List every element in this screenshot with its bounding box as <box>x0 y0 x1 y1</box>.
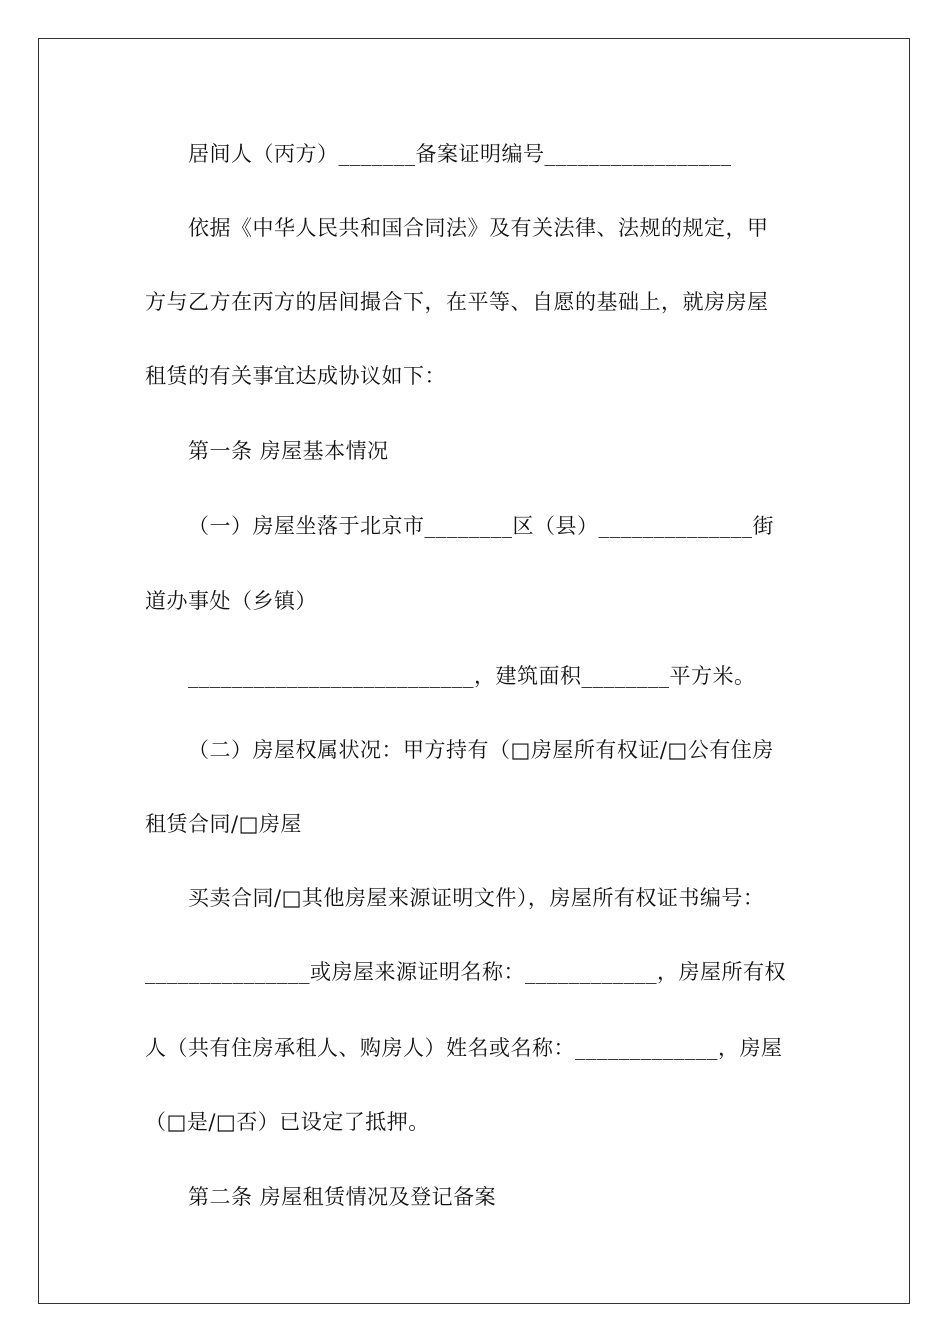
legal-basis-line-2: 方与乙方在丙方的居间撮合下，在平等、自愿的基础上，就房房屋 <box>145 290 769 314</box>
ownership-line-5: 人（共有住房承租人、购房人）姓名或名称：_____________，房屋 <box>145 1036 783 1060</box>
article-2-heading: 第二条 房屋租赁情况及登记备案 <box>188 1185 497 1209</box>
article-1-heading: 第一条 房屋基本情况 <box>188 439 389 463</box>
building-area-line: __________________________，建筑面积________平方米。 <box>188 664 756 688</box>
property-location-line-1: （一）房屋坐落于北京市________区（县）______________街 <box>188 514 774 538</box>
ownership-line-3: 买卖合同/□其他房屋来源证明文件），房屋所有权证书编号： <box>188 886 765 910</box>
property-location-line-2: 道办事处（乡镇） <box>145 589 317 613</box>
legal-basis-line-1: 依据《中华人民共和国合同法》及有关法律、法规的规定，甲 <box>188 216 769 240</box>
ownership-line-4: _______________或房屋来源证明名称：____________，房屋所有权 <box>145 960 786 984</box>
ownership-line-1: （二）房屋权属状况：甲方持有（□房屋所有权证/□公有住房 <box>188 738 774 762</box>
legal-basis-line-3: 租赁的有关事宜达成协议如下： <box>145 364 446 388</box>
intermediary-line: 居间人（丙方）_______备案证明编号_________________ <box>188 142 732 166</box>
mortgage-line: （□是/□否）已设定了抵押。 <box>145 1110 430 1134</box>
ownership-line-2: 租赁合同/□房屋 <box>145 812 302 836</box>
